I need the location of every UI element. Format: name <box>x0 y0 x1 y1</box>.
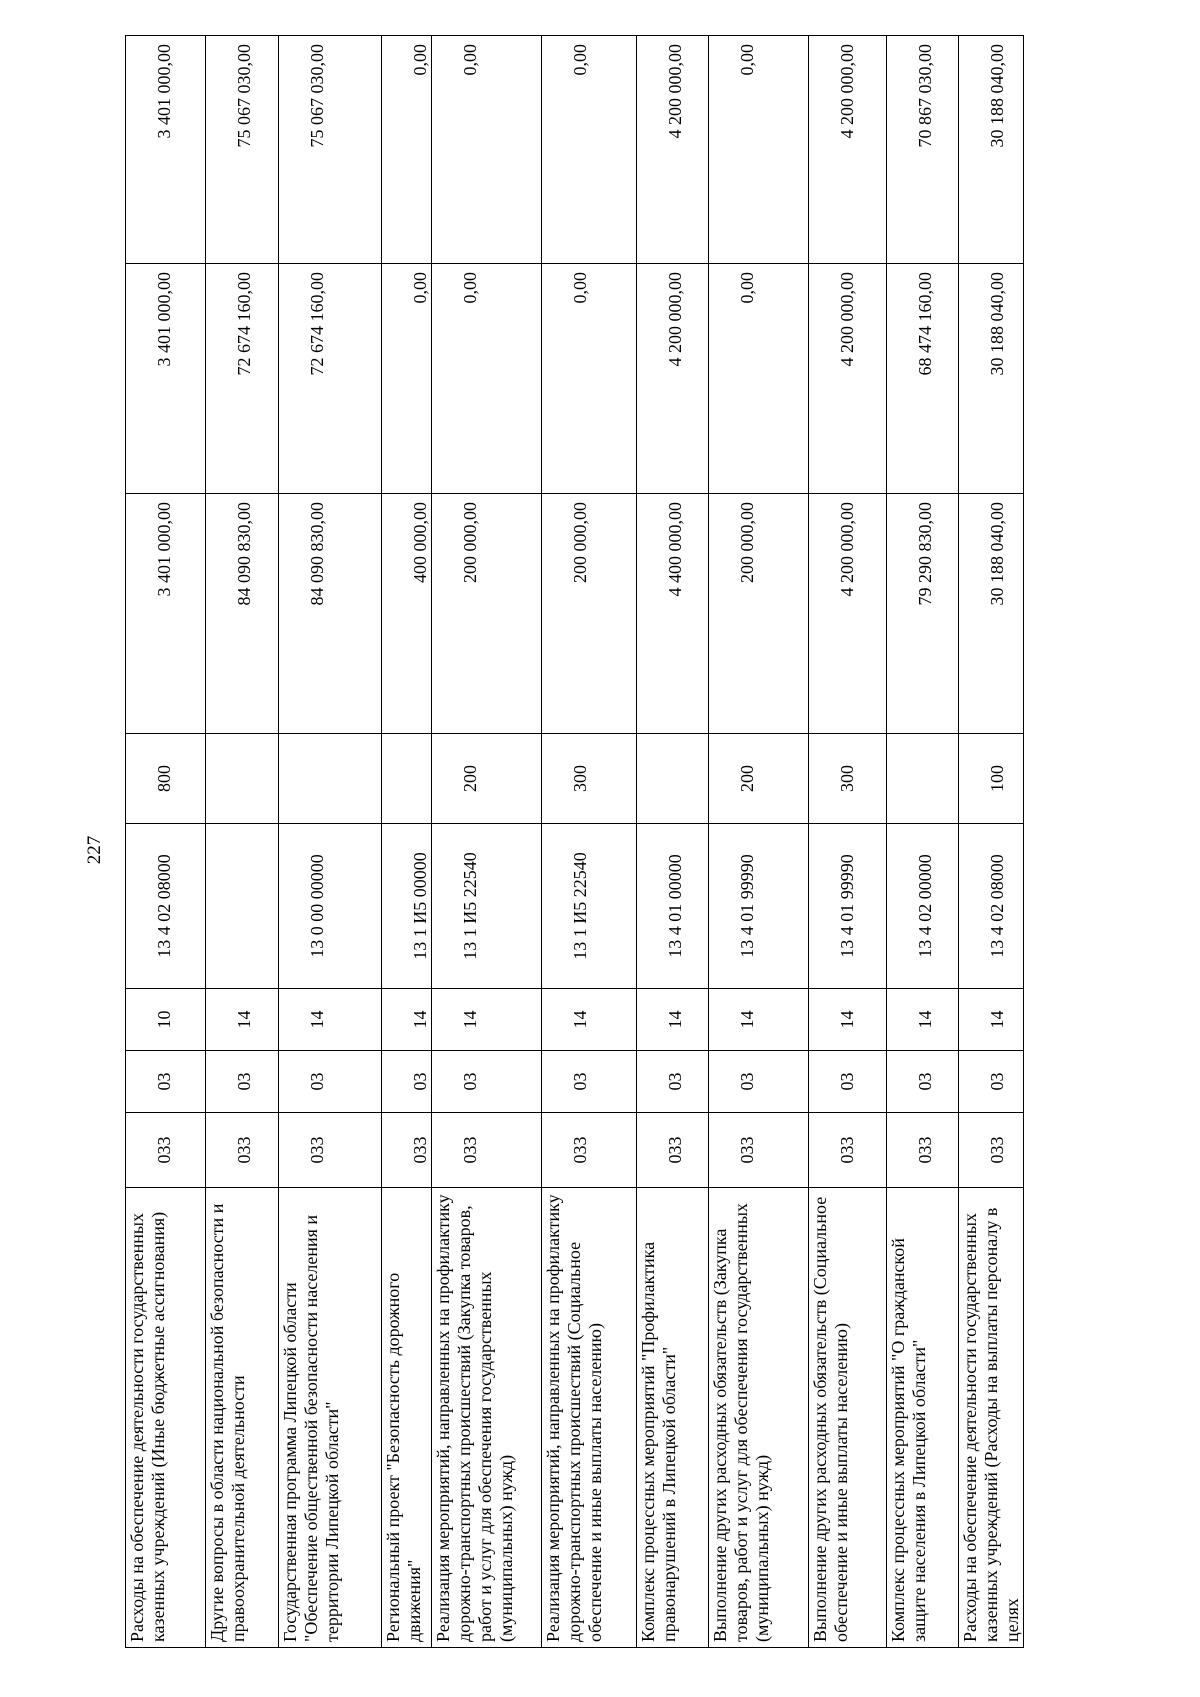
section-cell: 03 <box>126 1051 206 1113</box>
expense-type-cell: 200 <box>709 734 809 824</box>
row-name-cell: Выполнение других расходных обязательств (Социальное обеспечение и иные выплаты населению) <box>809 1188 887 1648</box>
ved-code-cell: 033 <box>637 1113 709 1188</box>
ved-code-cell: 033 <box>279 1113 382 1188</box>
amount-year1-cell: 200 000,00 <box>542 494 637 734</box>
amount-year1-cell: 400 000,00 <box>382 494 432 734</box>
section-cell: 03 <box>637 1051 709 1113</box>
ved-code-cell: 033 <box>959 1113 1024 1188</box>
target-article-cell: 13 1 И5 00000 <box>382 824 432 989</box>
subsection-cell: 14 <box>432 989 542 1051</box>
table-row <box>959 36 1024 1648</box>
row-name-cell: Другие вопросы в области национальной безопасности и правоохранительной деятельности <box>206 1188 279 1648</box>
amount-year2-cell: 4 200 000,00 <box>637 264 709 494</box>
ved-code-cell: 033 <box>126 1113 206 1188</box>
amount-year3-cell: 30 188 040,00 <box>959 36 1024 264</box>
expense-type-cell: 300 <box>809 734 887 824</box>
expense-type-cell: 200 <box>432 734 542 824</box>
amount-year2-cell: 30 188 040,00 <box>959 264 1024 494</box>
subsection-cell: 14 <box>709 989 809 1051</box>
amount-year2-cell: 68 474 160,00 <box>887 264 959 494</box>
amount-year2-cell: 4 200 000,00 <box>809 264 887 494</box>
subsection-cell: 14 <box>637 989 709 1051</box>
table-row <box>809 36 887 1648</box>
ved-code-cell: 033 <box>382 1113 432 1188</box>
amount-year1-cell: 79 290 830,00 <box>887 494 959 734</box>
expense-type-cell: 300 <box>542 734 637 824</box>
amount-year2-cell: 0,00 <box>709 264 809 494</box>
section-cell: 03 <box>959 1051 1024 1113</box>
target-article-cell: 13 4 02 08000 <box>959 824 1024 989</box>
target-article-cell: 13 0 00 00000 <box>279 824 382 989</box>
amount-year1-cell: 84 090 830,00 <box>279 494 382 734</box>
row-name-cell: Расходы на обеспечение деятельности государственных казенных учреждений (Расходы на выплаты персоналу в целях <box>959 1188 1024 1648</box>
subsection-cell: 10 <box>126 989 206 1051</box>
amount-year2-cell: 72 674 160,00 <box>279 264 382 494</box>
amount-year3-cell: 0,00 <box>709 36 809 264</box>
row-name-cell: Расходы на обеспечение деятельности государственных казенных учреждений (Иные бюджетные ассигнования) <box>126 1188 206 1648</box>
section-cell: 03 <box>887 1051 959 1113</box>
subsection-cell: 14 <box>809 989 887 1051</box>
ved-code-cell: 033 <box>206 1113 279 1188</box>
row-name-cell: Выполнение других расходных обязательств (Закупка товаров, работ и услуг для обеспечения государственных (муниципальных) нужд) <box>709 1188 809 1648</box>
amount-year1-cell: 200 000,00 <box>709 494 809 734</box>
expense-type-cell <box>382 734 432 824</box>
subsection-cell: 14 <box>382 989 432 1051</box>
table-row <box>382 36 432 1648</box>
amount-year3-cell: 3 401 000,00 <box>126 36 206 264</box>
subsection-cell: 14 <box>206 989 279 1051</box>
expense-type-cell <box>887 734 959 824</box>
target-article-cell: 13 4 02 00000 <box>887 824 959 989</box>
row-name-cell: Региональный проект "Безопасность дорожного движения" <box>382 1188 432 1648</box>
subsection-cell: 14 <box>959 989 1024 1051</box>
expense-type-cell: 800 <box>126 734 206 824</box>
budget-table-body <box>126 36 1024 1648</box>
table-row <box>542 36 637 1648</box>
section-cell: 03 <box>809 1051 887 1113</box>
target-article-cell <box>206 824 279 989</box>
expense-type-cell <box>279 734 382 824</box>
ved-code-cell: 033 <box>809 1113 887 1188</box>
expense-type-cell <box>206 734 279 824</box>
amount-year1-cell: 30 188 040,00 <box>959 494 1024 734</box>
section-cell: 03 <box>542 1051 637 1113</box>
budget-table <box>125 35 1024 1648</box>
target-article-cell: 13 1 И5 22540 <box>542 824 637 989</box>
section-cell: 03 <box>206 1051 279 1113</box>
amount-year3-cell: 0,00 <box>382 36 432 264</box>
table-row <box>637 36 709 1648</box>
ved-code-cell: 033 <box>887 1113 959 1188</box>
amount-year2-cell: 0,00 <box>382 264 432 494</box>
expense-type-cell: 100 <box>959 734 1024 824</box>
ved-code-cell: 033 <box>432 1113 542 1188</box>
table-row <box>887 36 959 1648</box>
table-row <box>709 36 809 1648</box>
rotated-table-wrapper <box>125 0 1125 1678</box>
amount-year3-cell: 0,00 <box>432 36 542 264</box>
amount-year2-cell: 72 674 160,00 <box>206 264 279 494</box>
subsection-cell: 14 <box>887 989 959 1051</box>
subsection-cell: 14 <box>542 989 637 1051</box>
expense-type-cell <box>637 734 709 824</box>
amount-year2-cell: 0,00 <box>542 264 637 494</box>
target-article-cell: 13 4 01 99990 <box>709 824 809 989</box>
amount-year3-cell: 4 200 000,00 <box>809 36 887 264</box>
target-article-cell: 13 4 02 08000 <box>126 824 206 989</box>
amount-year3-cell: 75 067 030,00 <box>206 36 279 264</box>
row-name-cell: Комплекс процессных мероприятий "Профилактика правонарушений в Липецкой области" <box>637 1188 709 1648</box>
ved-code-cell: 033 <box>542 1113 637 1188</box>
table-row <box>279 36 382 1648</box>
amount-year1-cell: 3 401 000,00 <box>126 494 206 734</box>
amount-year1-cell: 84 090 830,00 <box>206 494 279 734</box>
row-name-cell: Реализация мероприятий, направленных на профилактику дорожно-транспортных происшествий (Социальное обеспечение и иные выплаты населению) <box>542 1188 637 1648</box>
amount-year2-cell: 3 401 000,00 <box>126 264 206 494</box>
amount-year3-cell: 0,00 <box>542 36 637 264</box>
page-number: 227 <box>84 835 105 865</box>
section-cell: 03 <box>432 1051 542 1113</box>
amount-year3-cell: 70 867 030,00 <box>887 36 959 264</box>
section-cell: 03 <box>279 1051 382 1113</box>
subsection-cell: 14 <box>279 989 382 1051</box>
row-name-cell: Реализация мероприятий, направленных на профилактику дорожно-транспортных происшествий (Закупка товаров, работ и услуг для обеспечения государственных (муниципальных) нужд) <box>432 1188 542 1648</box>
amount-year3-cell: 4 200 000,00 <box>637 36 709 264</box>
table-row <box>432 36 542 1648</box>
row-name-cell: Государственная программа Липецкой области "Обеспечение общественной безопасности населения и территории Липецкой области" <box>279 1188 382 1648</box>
amount-year3-cell: 75 067 030,00 <box>279 36 382 264</box>
row-name-cell: Комплекс процессных мероприятий "О гражданской защите населения в Липецкой области" <box>887 1188 959 1648</box>
section-cell: 03 <box>709 1051 809 1113</box>
ved-code-cell: 033 <box>709 1113 809 1188</box>
amount-year1-cell: 4 200 000,00 <box>809 494 887 734</box>
amount-year2-cell: 0,00 <box>432 264 542 494</box>
table-row <box>126 36 206 1648</box>
target-article-cell: 13 1 И5 22540 <box>432 824 542 989</box>
target-article-cell: 13 4 01 00000 <box>637 824 709 989</box>
table-row <box>206 36 279 1648</box>
amount-year1-cell: 4 400 000,00 <box>637 494 709 734</box>
amount-year1-cell: 200 000,00 <box>432 494 542 734</box>
section-cell: 03 <box>382 1051 432 1113</box>
target-article-cell: 13 4 01 99990 <box>809 824 887 989</box>
